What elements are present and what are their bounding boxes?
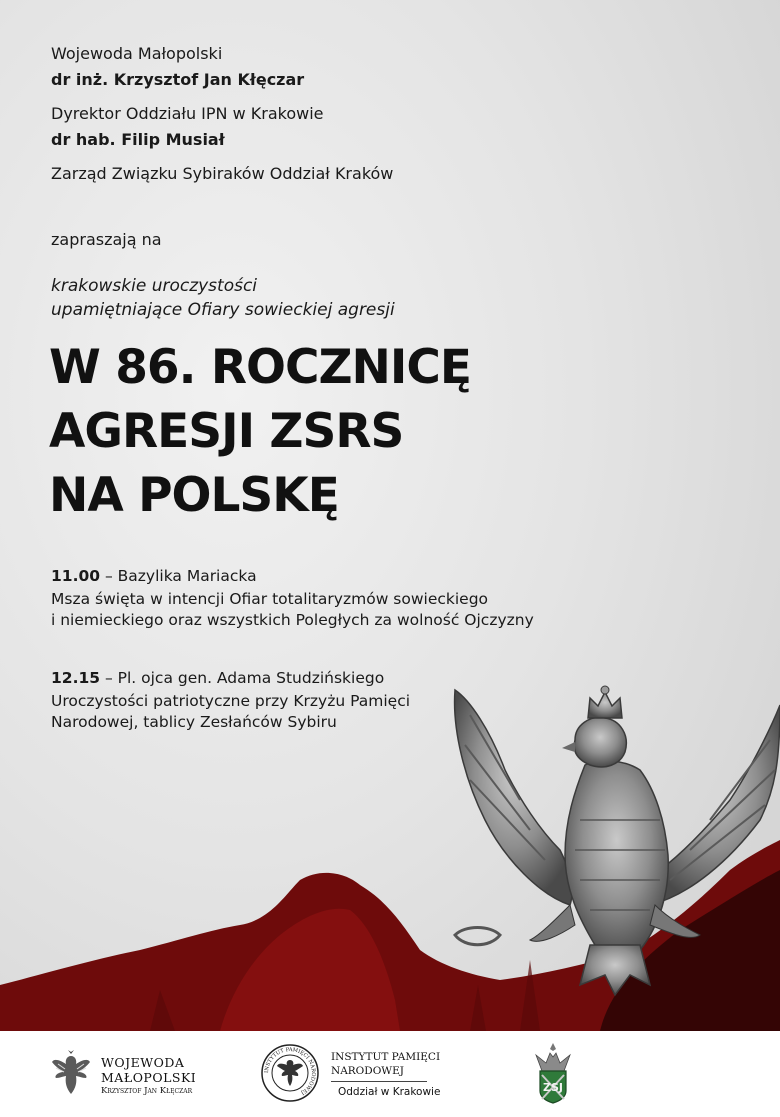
- event-1-desc-1: Msza święta w intencji Ofiar totalitaryzmów sowieckiego: [51, 590, 489, 608]
- white-eagle-emblem-icon: [50, 1048, 92, 1098]
- event-2-desc-1: Uroczystości patriotyczne przy Krzyżu Pamięci: [51, 692, 411, 710]
- event-2-desc-2: Narodowej, tablicy Zesłańców Sybiru: [51, 713, 337, 731]
- voivode-logo-line-1: WOJEWODA: [101, 1055, 185, 1070]
- sybiracy-monogram: ZSJ: [543, 1081, 563, 1094]
- headline-line-3: NA POLSKĘ: [49, 468, 339, 523]
- voivode-logo-line-3: Krzysztof Jan Kłęczar: [101, 1086, 193, 1096]
- event-2-heading: [51, 669, 384, 687]
- ipn-director-name: dr hab. Filip Musiał: [51, 130, 225, 149]
- ipn-logo-divider: [331, 1081, 427, 1082]
- association-name: Zarząd Związku Sybiraków Oddział Kraków: [51, 164, 394, 183]
- footer-logos: [0, 1031, 780, 1117]
- headline-line-2: AGRESJI ZSRS: [49, 404, 404, 459]
- event-1-place: – Bazylika Mariacka: [100, 567, 257, 585]
- ipn-logo-line-3: Oddział w Krakowie: [338, 1086, 441, 1098]
- event-1-desc-2: i niemieckiego oraz wszystkich Poległych za wolność Ojczyzny: [51, 611, 534, 629]
- subtitle-line-2: upamiętniające Ofiary sowieckiej agresji: [51, 300, 395, 320]
- ipn-seal-text: INSTYTUT PAMIĘCI NARODOWEJ: [263, 1046, 317, 1096]
- voivode-logo-line-2: MAŁOPOLSKI: [101, 1070, 197, 1085]
- subtitle-line-1: krakowskie uroczystości: [51, 276, 258, 296]
- invite-text: zapraszają na: [51, 230, 162, 249]
- voivode-name: dr inż. Krzysztof Jan Kłęczar: [51, 70, 305, 89]
- headline-line-1: W 86. ROCZNICĘ: [49, 340, 471, 395]
- voivode-role: Wojewoda Małopolski: [51, 44, 223, 63]
- event-2-time: 12.15: [51, 669, 101, 687]
- ipn-logo-line-2: NARODOWEJ: [331, 1065, 404, 1077]
- ipn-seal-icon: [260, 1043, 320, 1103]
- event-2-place: – Pl. ojca gen. Adama Studzińskiego: [100, 669, 385, 687]
- sybiracy-badge-icon: [532, 1041, 574, 1107]
- ipn-logo-line-1: INSTYTUT PAMIĘCI: [331, 1051, 441, 1063]
- ipn-director-role: Dyrektor Oddziału IPN w Krakowie: [51, 104, 324, 123]
- event-1-heading: [51, 567, 257, 585]
- event-1-time: 11.00: [51, 567, 101, 585]
